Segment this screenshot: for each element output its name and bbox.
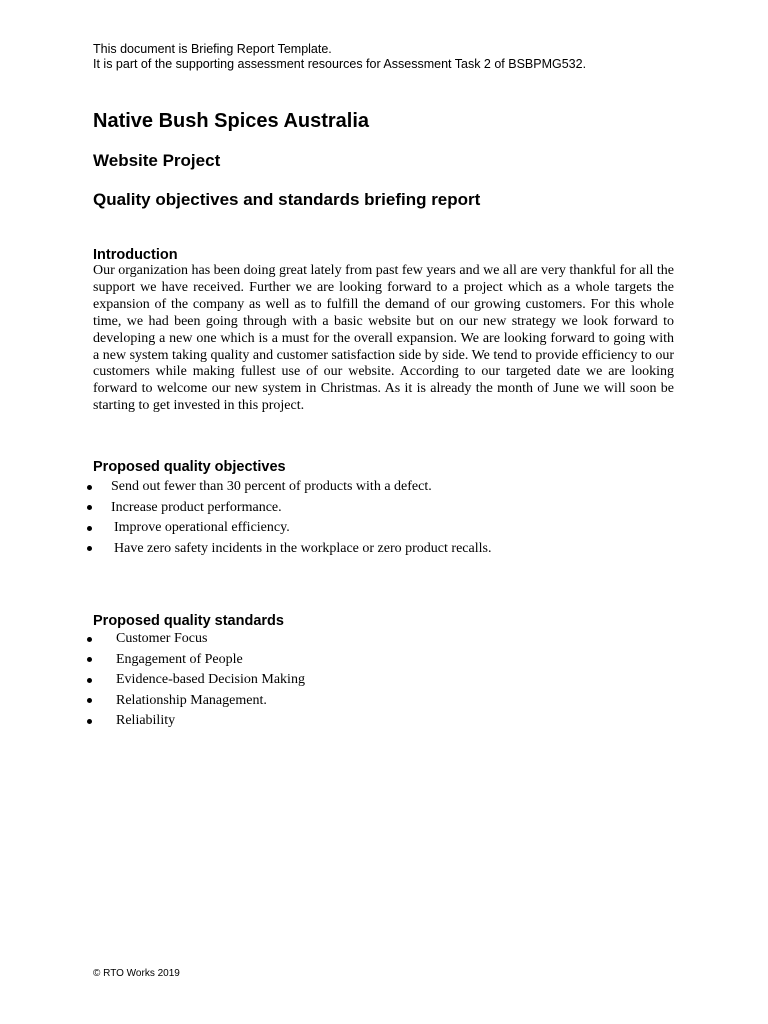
- list-item: [0, 691, 768, 712]
- objectives-list: [0, 477, 768, 559]
- list-item: [0, 711, 768, 732]
- organization-title: Native Bush Spices Australia: [93, 110, 370, 132]
- list-item-text: Evidence-based Decision Making: [116, 672, 305, 687]
- bullet-icon: [87, 657, 92, 662]
- introduction-paragraph: Our organization has been doing great lately from past few years and we all are very thankful for all the support we have received. Further we are looking forward to a project which as a whole targets the expansion of the company as well as to fulfill the demand of our growing customers. For this whole time, we had been going through with a basic website but on our new strategy we look forward to developing a new one which is a must for the overall expansion. We are looking forward to going with a new system taking quality and customer satisfaction side by side. We tend to provide efficiency to our customers while making fullest use of our website. According to our targeted date we are looking forward to welcome our new system in Christmas. As it is already the month of June we will soon be starting to get invested in this project.: [93, 263, 674, 414]
- bullet-icon: [87, 637, 92, 642]
- list-item: [0, 477, 768, 498]
- header-note-line-2: It is part of the supporting assessment resources for Assessment Task 2 of BSBPMG532.: [93, 57, 587, 71]
- list-item: [0, 498, 768, 519]
- list-item-text: Have zero safety incidents in the workplace or zero product recalls.: [114, 540, 492, 556]
- report-title: Quality objectives and standards briefing report: [93, 190, 481, 209]
- bullet-icon: [87, 678, 92, 683]
- header-note-line-1: This document is Briefing Report Template.: [93, 42, 332, 56]
- bullet-icon: [87, 485, 92, 490]
- list-item-text: Increase product performance.: [111, 499, 282, 515]
- bullet-icon: [87, 546, 92, 551]
- list-item-text: Engagement of People: [116, 651, 243, 667]
- bullet-icon: [87, 719, 92, 724]
- list-item: [0, 629, 768, 650]
- project-title: Website Project: [93, 151, 221, 170]
- objectives-heading: Proposed quality objectives: [93, 459, 286, 475]
- standards-heading: Proposed quality standards: [93, 613, 284, 629]
- list-item-text: Improve operational efficiency.: [114, 520, 290, 535]
- list-item-text: Customer Focus: [116, 631, 208, 646]
- list-item: [0, 650, 768, 671]
- list-item-text: Reliability: [116, 713, 176, 728]
- bullet-icon: [87, 505, 92, 510]
- standards-list: [0, 629, 768, 732]
- header-note: [93, 42, 586, 72]
- bullet-icon: [87, 698, 92, 703]
- list-item-text: Relationship Management.: [116, 692, 267, 708]
- list-item: [0, 518, 768, 539]
- bullet-icon: [87, 526, 92, 531]
- footer-copyright: © RTO Works 2019: [93, 968, 180, 979]
- introduction-heading: Introduction: [93, 247, 178, 263]
- list-item: [0, 539, 768, 560]
- list-item: [0, 670, 768, 691]
- list-item-text: Send out fewer than 30 percent of products with a defect.: [111, 479, 432, 494]
